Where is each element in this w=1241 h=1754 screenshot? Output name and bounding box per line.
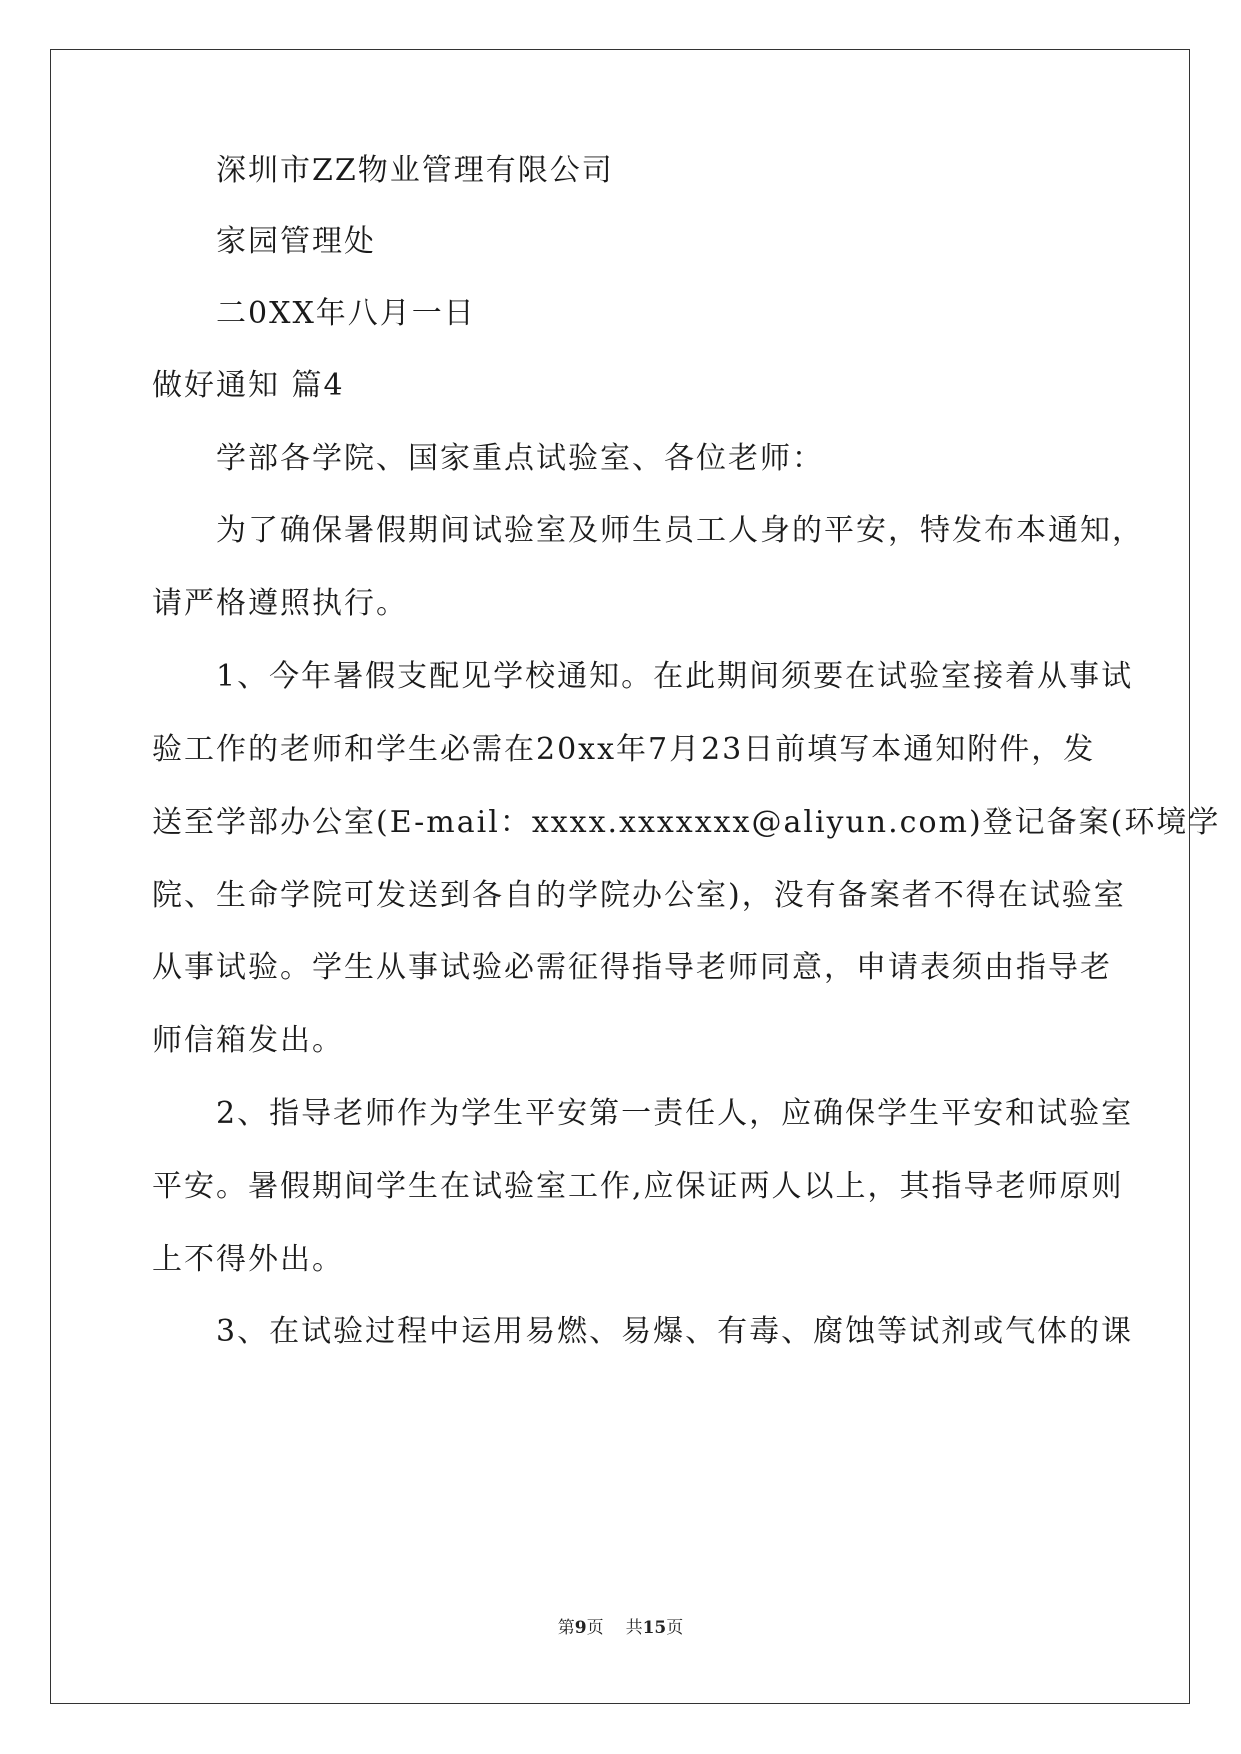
salutation: 学部各学院、国家重点试验室、各位老师： (216, 441, 824, 476)
item-1-line: 验工作的老师和学生必需在20xx年7月23日前填写本通知附件，发 (152, 732, 1096, 767)
item-2-line: 平安。暑假期间学生在试验室工作,应保证两人以上，其指导老师原则 (152, 1169, 1124, 1204)
signature-date: 二0XX年八月一日 (216, 296, 476, 331)
item-1-line: 送至学部办公室(E-mail：xxxx.xxxxxxx@aliyun.com)登记备案(环境学 (152, 805, 1221, 840)
item-1-line: 1、今年暑假支配见学校通知。在此期间须要在试验室接着从事试 (216, 659, 1134, 694)
page-number-current: 9 (574, 1618, 587, 1638)
page-total-prefix: 共 (625, 1618, 643, 1638)
item-2-line: 2、指导老师作为学生平安第一责任人，应确保学生平安和试验室 (216, 1096, 1134, 1131)
page-total-suffix: 页 (666, 1618, 684, 1638)
signature-department: 家园管理处 (216, 224, 376, 259)
page-footer (0, 1617, 1241, 1639)
paragraph-intro-line: 请严格遵照执行。 (152, 586, 408, 621)
paragraph-intro-line: 为了确保暑假期间试验室及师生员工人身的平安，特发布本通知， (216, 513, 1144, 548)
item-1-line: 院、生命学院可发送到各自的学院办公室)，没有备案者不得在试验室 (152, 878, 1126, 913)
item-2-line: 上不得外出。 (152, 1242, 344, 1277)
item-1-line: 从事试验。学生从事试验必需征得指导老师同意，申请表须由指导老 (152, 950, 1112, 985)
page-number-prefix: 第 (557, 1618, 575, 1638)
section-heading: 做好通知 篇4 (152, 368, 345, 403)
item-3-line: 3、在试验过程中运用易燃、易爆、有毒、腐蚀等试剂或气体的课 (216, 1314, 1134, 1349)
page-number-suffix: 页 (586, 1618, 604, 1638)
signature-company: 深圳市ZZ物业管理有限公司 (216, 153, 614, 188)
item-1-line: 师信箱发出。 (152, 1023, 344, 1058)
page-number-total: 15 (642, 1618, 667, 1638)
